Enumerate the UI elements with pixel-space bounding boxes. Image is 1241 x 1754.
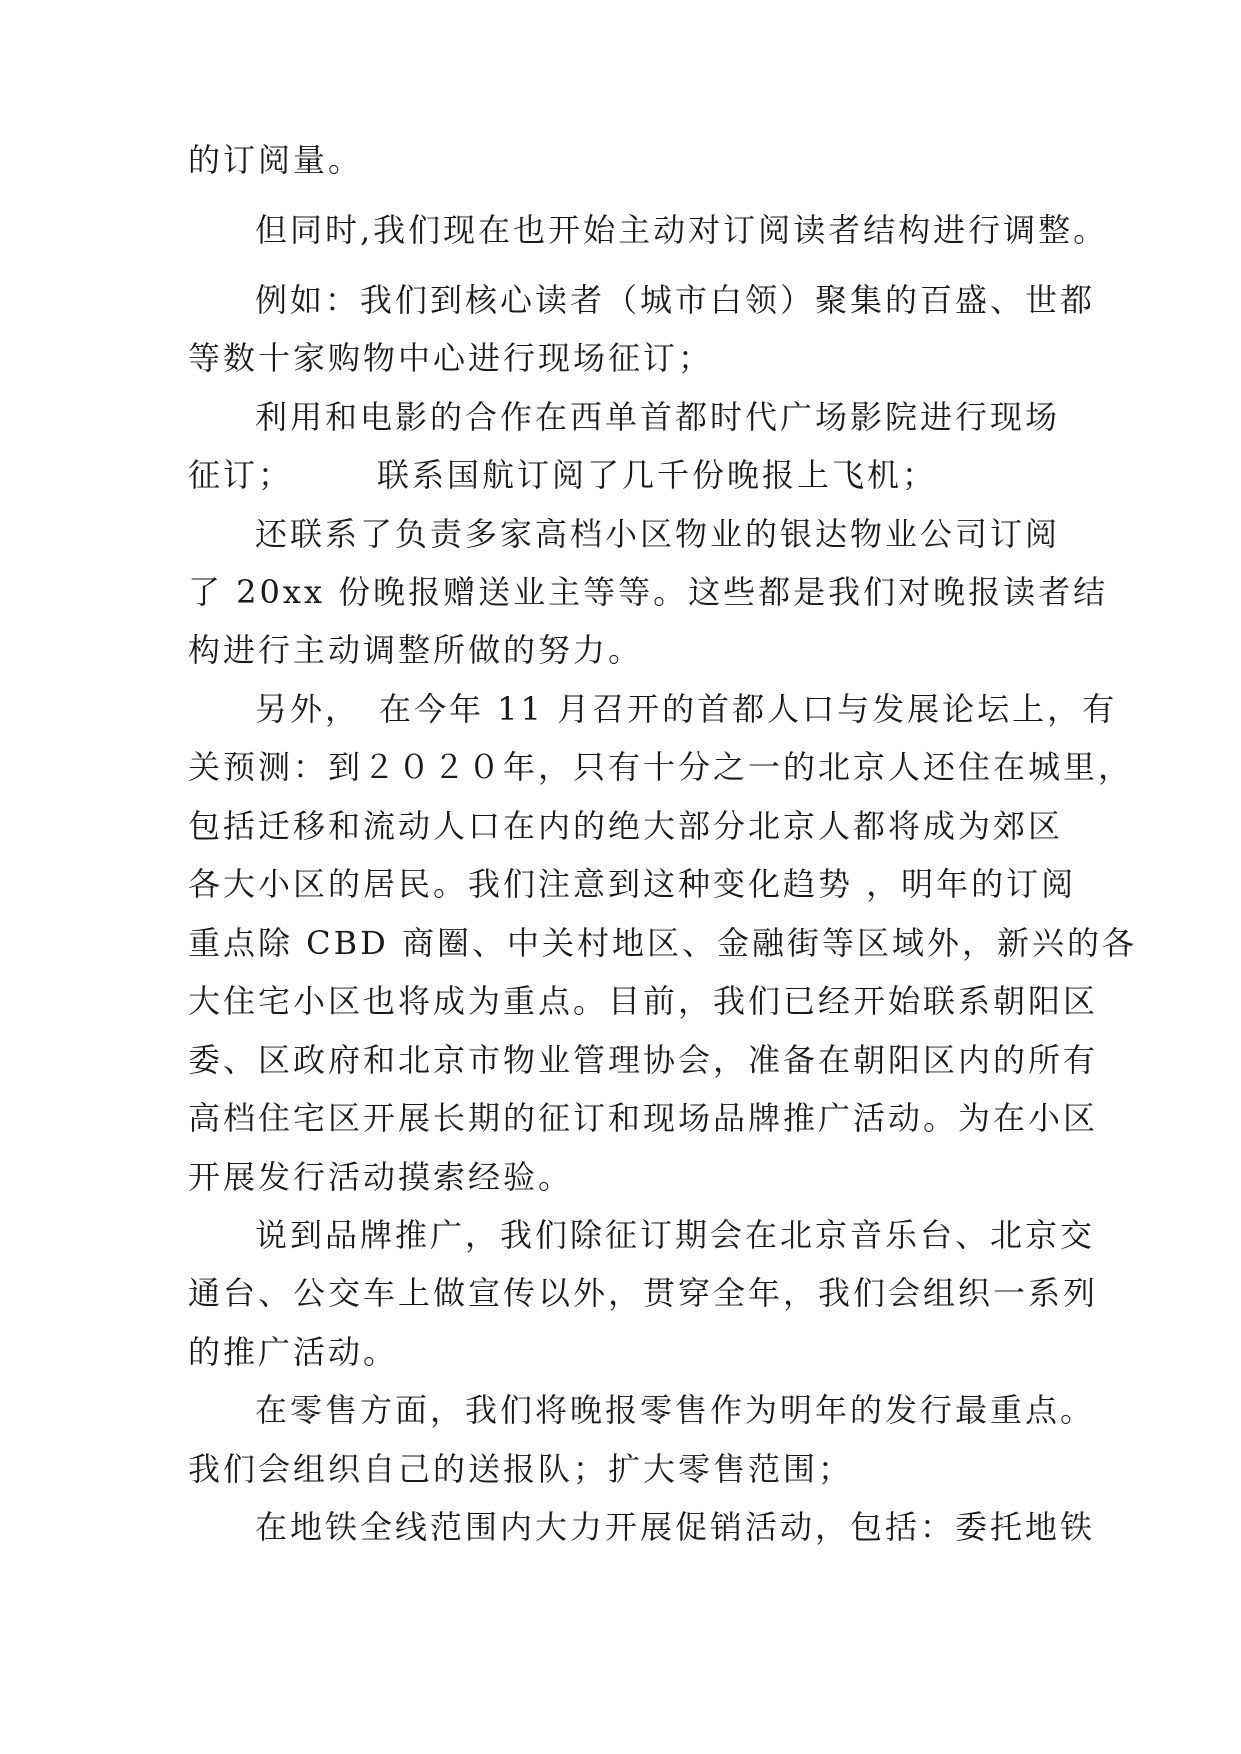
text-line-13: 各大小区的居民。我们注意到这种变化趋势 ，明年的订阅 <box>188 865 1077 903</box>
text-line-10: 另外， 在今年 11 月召开的首都人口与发展论坛上，有 <box>255 690 1118 728</box>
text-line-14: 重点除 CBD 商圈、中关村地区、金融街等区域外，新兴的各 <box>188 924 1138 962</box>
text-line-23: 我们会组织自己的送报队；扩大零售范围； <box>188 1450 854 1488</box>
text-line-15: 大住宅小区也将成为重点。目前，我们已经开始联系朝阳区 <box>188 982 1099 1020</box>
text-line-3: 例如：我们到核心读者（城市白领）聚集的百盛、世都 <box>255 281 1096 319</box>
text-line-6-part-1: 征订； <box>188 456 294 494</box>
text-line-17: 高档住宅区开展长期的征订和现场品牌推广活动。为在小区 <box>188 1099 1099 1137</box>
text-line-21: 的推广活动。 <box>188 1333 399 1371</box>
text-line-2: 但同时,我们现在也开始主动对订阅读者结构进行调整。 <box>255 211 1109 249</box>
text-line-4: 等数十家购物中心进行现场征订； <box>188 339 714 377</box>
text-line-6-part-2: 联系国航订阅了几千份晚报上飞机； <box>377 456 938 494</box>
text-line-5: 利用和电影的合作在西单首都时代广场影院进行现场 <box>255 398 1061 436</box>
text-line-19: 说到品牌推广，我们除征订期会在北京音乐台、北京交 <box>255 1216 1096 1254</box>
text-line-22: 在零售方面，我们将晚报零售作为明年的发行最重点。 <box>255 1391 1096 1429</box>
text-line-9: 构进行主动调整所做的努力。 <box>188 631 644 669</box>
text-line-24: 在地铁全线范围内大力开展促销活动，包括：委托地铁 <box>255 1508 1096 1546</box>
text-line-7: 还联系了负责多家高档小区物业的银达物业公司订阅 <box>255 515 1061 553</box>
text-line-16: 委、区政府和北京市物业管理协会，准备在朝阳区内的所有 <box>188 1041 1099 1079</box>
text-line-11: 关预测：到２０２０年，只有十分之一的北京人还住在城里， <box>188 748 1134 786</box>
text-line-12: 包括迁移和流动人口在内的绝大部分北京人都将成为郊区 <box>188 807 1064 845</box>
text-line-20: 通台、公交车上做宣传以外，贯穿全年，我们会组织一系列 <box>188 1274 1099 1312</box>
text-line-8: 了 20xx 份晚报赠送业主等等。这些都是我们对晚报读者结 <box>188 573 1109 611</box>
text-line-6 <box>188 455 937 495</box>
text-line-1: 的订阅量。 <box>188 141 364 179</box>
text-line-18: 开展发行活动摸索经验。 <box>188 1158 574 1196</box>
